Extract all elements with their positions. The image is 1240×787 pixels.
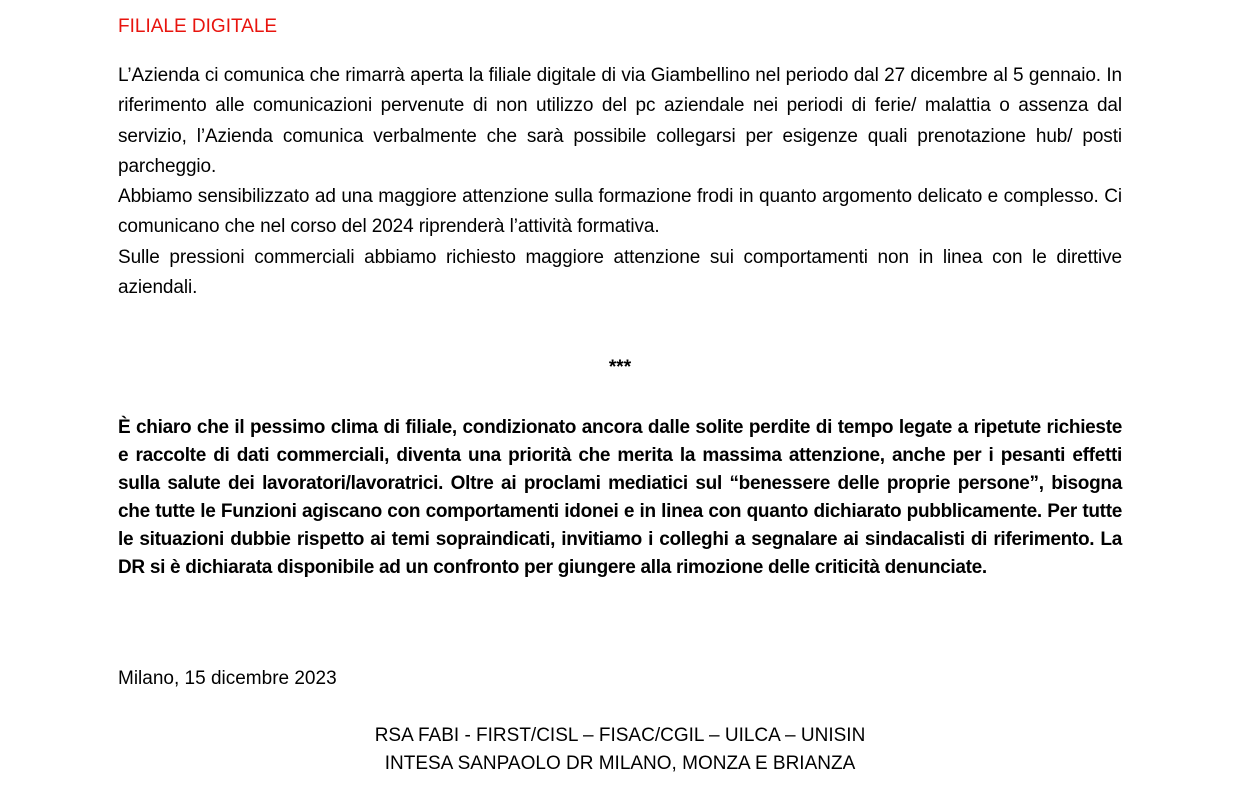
signature-line-unions: RSA FABI - FIRST/CISL – FISAC/CGIL – UILCA – UNISIN — [374, 725, 866, 746]
body-text — [118, 61, 1122, 303]
section-title: FILIALE DIGITALE — [118, 16, 278, 37]
date-line: Milano, 15 dicembre 2023 — [118, 668, 337, 689]
paragraph-pressioni-commerciali: Sulle pressioni commerciali abbiamo richiesto maggiore attenzione sui comportamenti non in linea con le direttive aziendali. — [118, 246, 1122, 299]
paragraph-formazione-frodi: Abbiamo sensibilizzato ad una maggiore attenzione sulla formazione frodi in quanto argomento delicato e complesso. Ci comunicano che nel corso del 2024 riprenderà l’attività formativa. — [118, 186, 1122, 238]
separator: *** — [608, 357, 632, 378]
paragraph-filiale-digitale: L’Azienda ci comunica che rimarrà aperta la filiale digitale di via Giambellino nel periodo dal 27 dicembre al 5 gennaio. In riferimento alle comunicazioni pervenute di non utilizzo del pc aziendale nei periodi di ferie/ malattia o assenza dal servizio, l’Azienda comunica verbalmente che sarà possibile collegarsi per esigenze quali prenotazione hub/ posti parcheggio. — [118, 65, 1122, 177]
conclusion-paragraph: È chiaro che il pessimo clima di filiale, condizionato ancora dalle solite perdite di tempo legate a ripetute richieste e raccolte di dati commerciali, diventa una priorità che merita la massima attenzione, anche per i pesanti effetti sulla salute dei lavoratori/lavoratrici. Oltre ai proclami mediatici sul “benessere delle proprie persone”, bisogna che tutte le Funzioni agiscano con comportamenti idonei e in linea con quanto dichiarato pubblicamente. Per tutte le situazioni dubbie rispetto ai temi sopraindicati, invitiamo i colleghi a segnalare ai sindacalisti di riferimento. La DR si è dichiarata disponibile ad un confronto per giungere alla rimozione delle criticità denunciate. — [118, 417, 1122, 578]
signature-block — [118, 722, 1122, 778]
signature-line-organization: INTESA SANPAOLO DR MILANO, MONZA E BRIANZA — [384, 753, 856, 774]
